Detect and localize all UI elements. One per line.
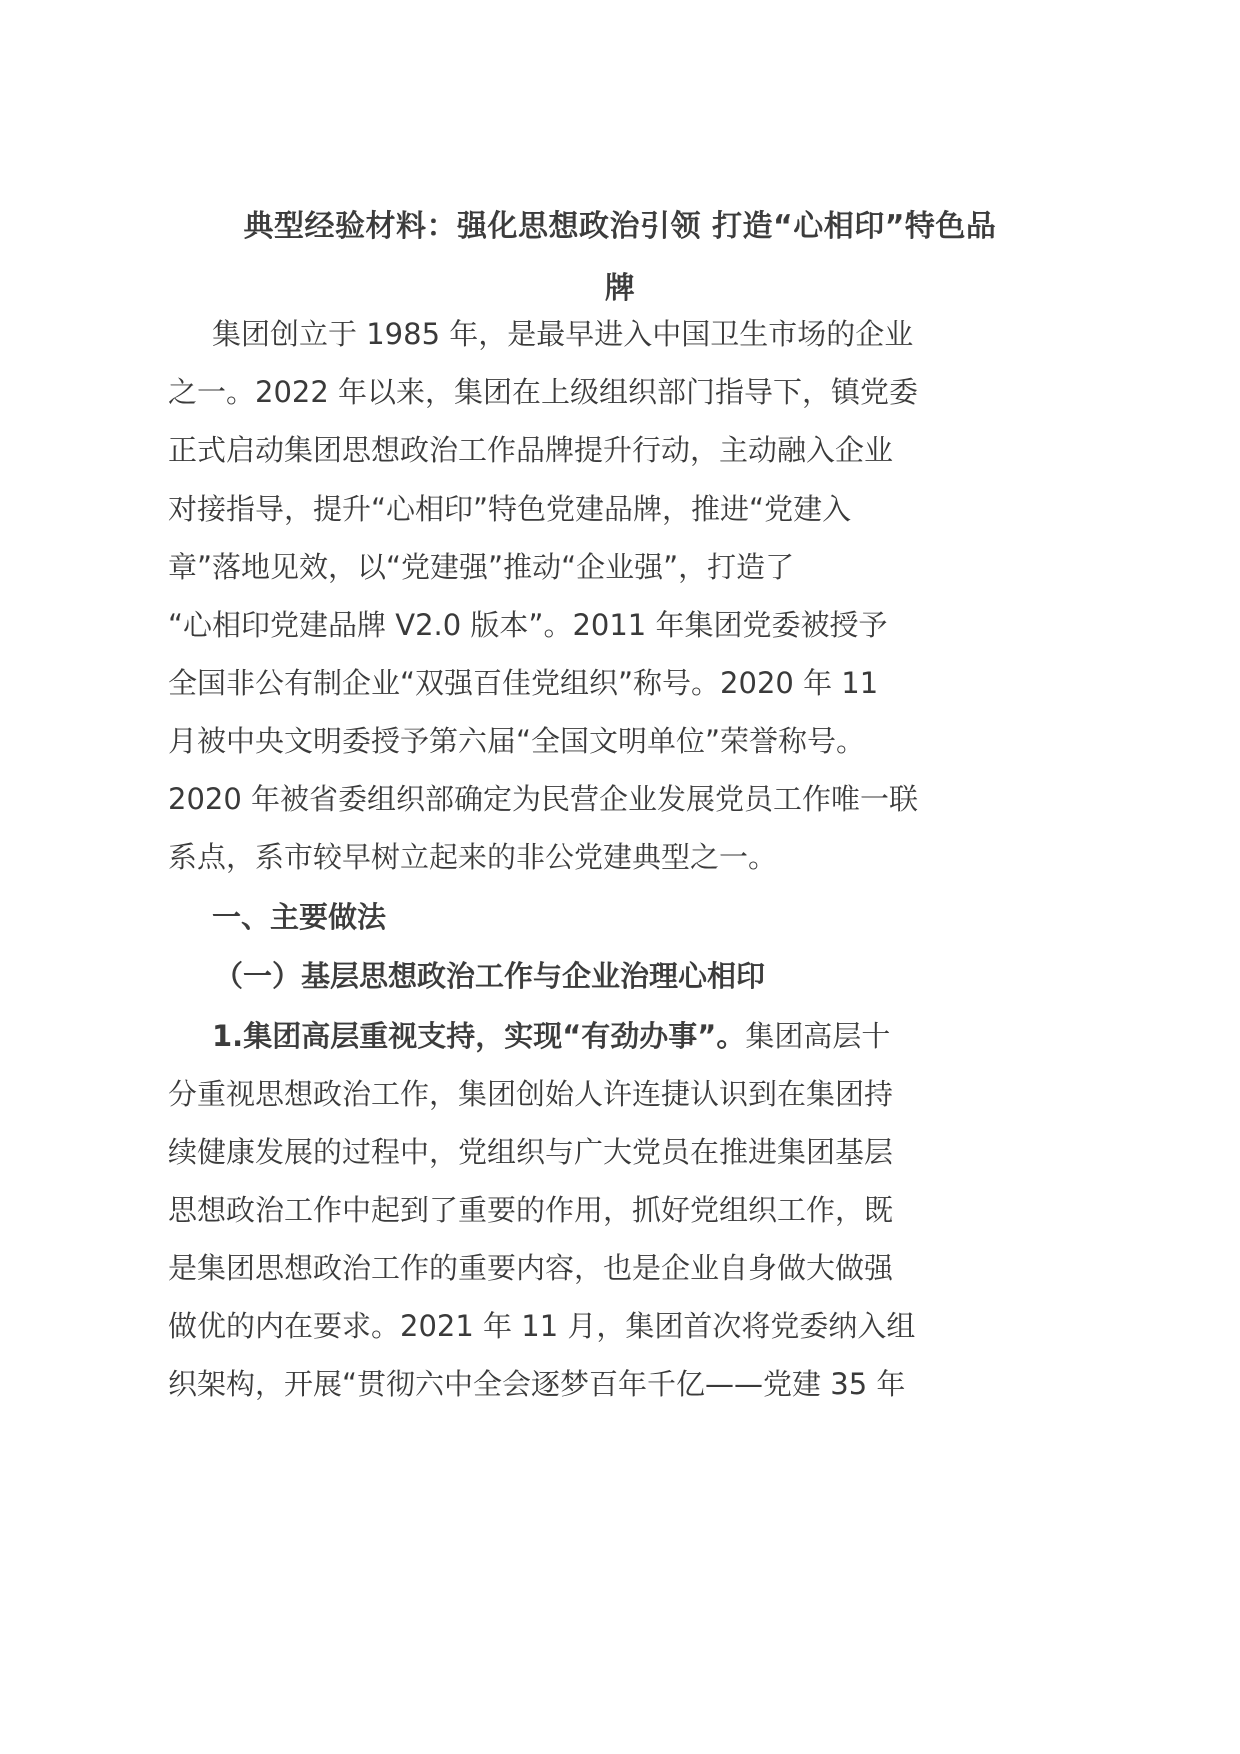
paragraph-line: 是集团思想政治工作的重要内容，也是企业自身做大做强 (168, 1251, 894, 1285)
paragraph-line: “心相印党建品牌 V2.0 版本”。2011 年集团党委被授予 (168, 608, 888, 642)
paragraph-line: 正式启动集团思想政治工作品牌提升行动，主动融入企业 (168, 433, 894, 467)
item-1-first-line-rest: 集团高层十 (745, 1019, 891, 1053)
item-1-lead: 1.集团高层重视支持，实现“有劲办事”。 (212, 1019, 746, 1053)
subsection-heading: （一）基层思想政治工作与企业治理心相印 (214, 959, 766, 993)
paragraph-line: 做优的内在要求。2021 年 11 月，集团首次将党委纳入组 (168, 1309, 916, 1343)
paragraph-line: 章”落地见效，以“党建强”推动“企业强”，打造了 (168, 550, 795, 584)
paragraph-line: 全国非公有制企业“双强百佳党组织”称号。2020 年 11 (168, 666, 879, 700)
paragraph-line: 2020 年被省委组织部确定为民营企业发展党员工作唯一联 (168, 782, 919, 816)
paragraph-line: 续健康发展的过程中，党组织与广大党员在推进集团基层 (168, 1135, 894, 1169)
section-heading-1: 一、主要做法 (212, 900, 387, 934)
title-line-1: 典型经验材料：强化思想政治引领 打造“心相印”特色品 (243, 209, 997, 244)
title-line-2: 牌 (604, 271, 636, 306)
document-title (168, 196, 1072, 320)
paragraph-line: 织架构，开展“贯彻六中全会逐梦百年千亿——党建 35 年 (168, 1367, 906, 1401)
paragraph-line: 之一。2022 年以来，集团在上级组织部门指导下，镇党委 (168, 375, 919, 409)
paragraph-line: 对接指导，提升“心相印”特色党建品牌，推进“党建入 (168, 492, 852, 526)
paragraph-line: 月被中央文明委授予第六届“全国文明单位”荣誉称号。 (168, 724, 866, 758)
paragraph-line: 思想政治工作中起到了重要的作用，抓好党组织工作，既 (168, 1193, 894, 1227)
item-1-first-line (212, 1016, 890, 1056)
paragraph-line: 分重视思想政治工作，集团创始人许连捷认识到在集团持 (168, 1077, 894, 1111)
paragraph-line: 系点，系市较早树立起来的非公党建典型之一。 (168, 840, 778, 874)
paragraph-line: 集团创立于 1985 年，是最早进入中国卫生市场的企业 (212, 317, 914, 351)
